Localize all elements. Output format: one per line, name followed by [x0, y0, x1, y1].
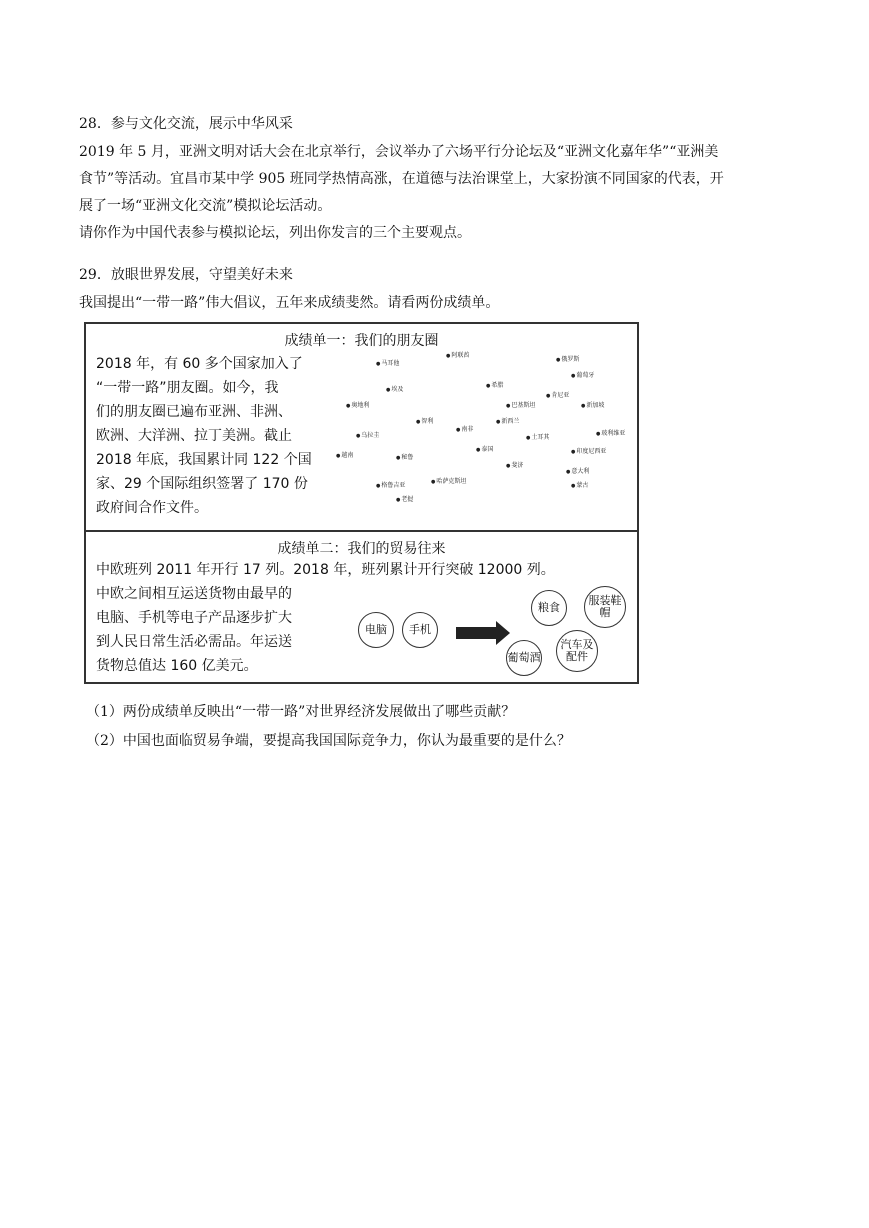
partner-country-label: ● 意大利 [566, 468, 589, 476]
partner-country-label: ● 南非 [456, 426, 473, 434]
partner-country-label: ● 肯尼亚 [546, 392, 569, 400]
q28-body-line-2: 食节”等活动。宜昌市某中学 905 班同学热情高涨，在道德与法治课堂上，大家扮演不同国家的代表，开 [79, 171, 724, 187]
partner-country-label: ● 哈萨克斯坦 [431, 478, 466, 486]
q29-intro: 我国提出“一带一路”伟大倡议，五年来成绩斐然。请看两份成绩单。 [79, 295, 500, 311]
report-card-one-title: 成绩单一：我们的朋友圈 [284, 333, 439, 349]
report-card-two-title: 成绩单二：我们的贸易往来 [277, 541, 446, 557]
report-card-two-line: 中欧班列 2011 年开行 17 列。2018 年，班列累计开行突破 12000 列。 [96, 562, 555, 578]
partner-country-label: ● 土耳其 [526, 434, 549, 442]
partner-country-label: ● 葡萄牙 [571, 372, 594, 380]
partner-country-label: ● 越南 [336, 452, 353, 460]
partner-country-label: ● 新西兰 [496, 418, 519, 426]
partner-country-label: ● 智利 [416, 418, 433, 426]
goods-bubble-clothing: 服装鞋帽 [584, 586, 626, 628]
partner-country-label: ● 巴基斯坦 [506, 402, 535, 410]
partner-country-label: ● 秘鲁 [396, 454, 413, 462]
partner-country-label: ● 印度尼西亚 [571, 448, 606, 456]
report-card-two-line: 电脑、手机等电子产品逐步扩大 [96, 610, 292, 626]
goods-bubble-computer: 电脑 [358, 612, 394, 648]
report-card-one-line: 2018 年，有 60 多个国家加入了 [96, 356, 303, 372]
report-card-one-line: 2018 年底，我国累计同 122 个国 [96, 452, 312, 468]
partner-country-label: ● 奥地利 [346, 402, 369, 410]
q29-question-1: （1）两份成绩单反映出“一带一路”对世界经济发展做出了哪些贡献？ [86, 704, 516, 720]
partner-country-label: ● 老挝 [396, 496, 413, 504]
report-card-two-line: 货物总值达 160 亿美元。 [96, 658, 258, 674]
partner-country-label: ● 俄罗斯 [556, 356, 579, 364]
report-card-one-line: 政府间合作文件。 [96, 500, 208, 516]
report-card-one [86, 324, 637, 532]
q28-body-line-1: 2019 年 5 月，亚洲文明对话大会在北京举行，会议举办了六场平行分论坛及“亚洲文化嘉年华”“亚洲美 [79, 144, 719, 160]
partner-country-label: ● 马耳他 [376, 360, 399, 368]
goods-bubble-auto-parts: 汽车及配件 [556, 630, 598, 672]
partner-country-label: ● 新加坡 [581, 402, 604, 410]
q28-body-line-3: 展了一场“亚洲文化交流”模拟论坛活动。 [79, 198, 332, 214]
partner-country-label: ● 蒙古 [571, 482, 588, 490]
report-card-two-line: 中欧之间相互运送货物由最早的 [96, 586, 292, 602]
q28-title: 28．参与文化交流，展示中华风采 [79, 116, 293, 132]
partner-country-label: ● 斐济 [506, 462, 523, 470]
goods-bubble-grain: 粮食 [531, 590, 567, 626]
goods-bubble-phone: 手机 [402, 612, 438, 648]
q28-prompt: 请你作为中国代表参与模拟论坛，列出你发言的三个主要观点。 [79, 225, 471, 241]
report-card-one-line: 家、29 个国际组织签署了 170 份 [96, 476, 308, 492]
partner-country-label: ● 格鲁吉亚 [376, 482, 405, 490]
partner-country-label: ● 埃及 [386, 386, 403, 394]
report-card-one-line: 们的朋友圈已遍布亚洲、非洲、 [96, 404, 292, 420]
partner-country-map [336, 350, 636, 530]
partner-country-label: ● 阿联酋 [446, 352, 469, 360]
report-card-one-line: “一带一路”朋友圈。如今，我 [96, 380, 279, 396]
partner-country-label: ● 泰国 [476, 446, 493, 454]
goods-expansion-arrow [456, 627, 496, 639]
partner-country-label: ● 乌拉圭 [356, 432, 379, 440]
achievement-figure [84, 322, 639, 684]
report-card-two-line: 到人民日常生活必需品。年运送 [96, 634, 292, 650]
partner-country-label: ● 玻利维亚 [596, 430, 625, 438]
goods-bubble-wine: 葡萄酒 [506, 640, 542, 676]
q29-question-2: （2）中国也面临贸易争端，要提高我国国际竞争力，你认为最重要的是什么？ [86, 733, 571, 749]
report-card-two [86, 532, 637, 682]
q29-title: 29．放眼世界发展，守望美好未来 [79, 267, 293, 283]
partner-country-label: ● 希腊 [486, 382, 503, 390]
report-card-one-line: 欧洲、大洋洲、拉丁美洲。截止 [96, 428, 292, 444]
